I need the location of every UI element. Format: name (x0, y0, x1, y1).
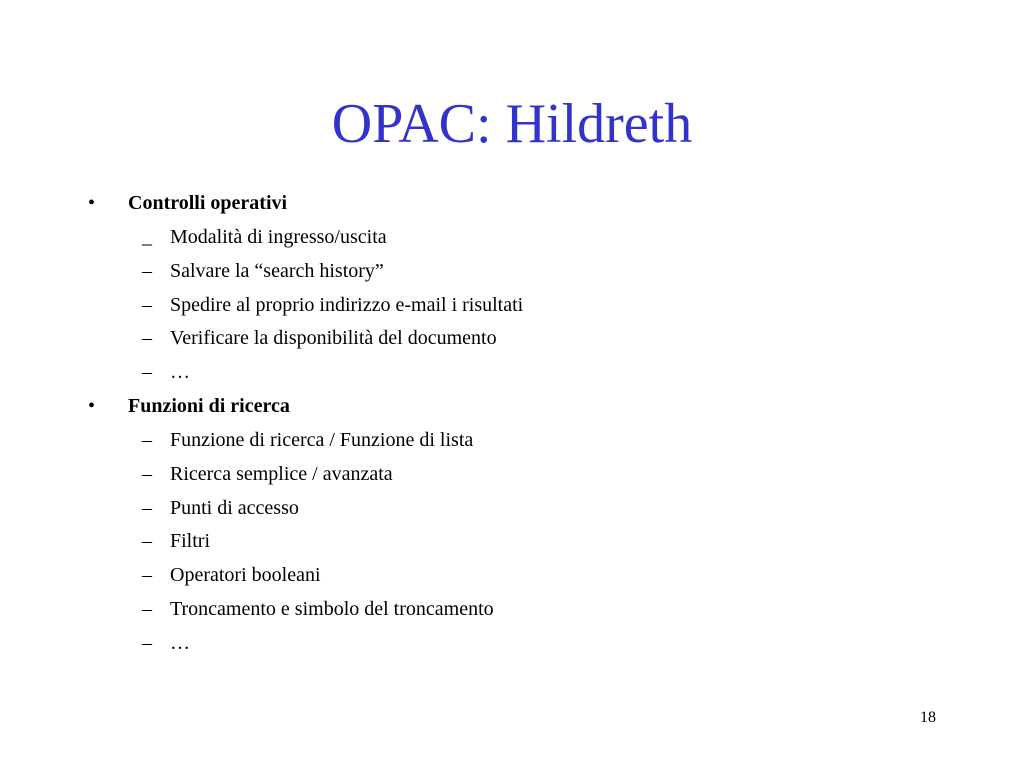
list-item (86, 361, 946, 395)
list-item (86, 564, 946, 598)
list-item-text: Spedire al proprio indirizzo e-mail i risultati (170, 293, 524, 316)
section-heading: Controlli operativi (128, 192, 288, 214)
dash-marker-icon: – (142, 462, 152, 485)
dash-marker-icon: – (142, 293, 152, 316)
list-item-text: Filtri (170, 530, 211, 553)
dash-marker-icon: – (142, 631, 152, 654)
list-item (86, 530, 946, 564)
dash-marker-icon: – (142, 428, 152, 451)
bullet-dot-icon: • (88, 192, 96, 214)
list-item (86, 226, 946, 260)
bullet-item (86, 395, 946, 429)
sub-list (86, 226, 946, 395)
dash-marker-icon: – (142, 496, 152, 519)
dash-marker-icon: _ (142, 226, 152, 248)
list-item-text: Salvare la “search history” (170, 259, 384, 282)
slide-content (86, 192, 946, 666)
list-item-text: Modalità di ingresso/uscita (170, 226, 387, 248)
list-item (86, 429, 946, 463)
page-number: 18 (920, 709, 936, 726)
list-item (86, 598, 946, 632)
bullet-dot-icon: • (88, 394, 96, 417)
list-item (86, 327, 946, 361)
bullet-item (86, 192, 946, 226)
sub-list (86, 429, 946, 666)
dash-marker-icon: – (142, 259, 152, 282)
list-item-text: … (170, 361, 190, 384)
list-item (86, 632, 946, 666)
slide-title: OPAC: Hildreth (331, 93, 693, 155)
list-item-text: Verificare la disponibilità del documento (170, 327, 497, 350)
dash-marker-icon: – (142, 564, 152, 587)
list-item (86, 463, 946, 497)
list-item-text: … (170, 631, 190, 654)
list-item-text: Punti di accesso (170, 496, 299, 519)
section-controlli-operativi (86, 192, 946, 395)
list-item-text: Troncamento e simbolo del troncamento (170, 597, 494, 620)
dash-marker-icon: – (142, 597, 152, 620)
list-item (86, 294, 946, 328)
list-item-text: Operatori booleani (170, 564, 321, 587)
dash-marker-icon: – (142, 361, 152, 384)
section-funzioni-di-ricerca (86, 395, 946, 666)
list-item (86, 260, 946, 294)
list-item-text: Ricerca semplice / avanzata (170, 462, 393, 485)
dash-marker-icon: – (142, 327, 152, 350)
section-heading: Funzioni di ricerca (128, 394, 290, 417)
list-item-text: Funzione di ricerca / Funzione di lista (170, 428, 474, 451)
list-item (86, 497, 946, 531)
dash-marker-icon: – (142, 530, 152, 553)
